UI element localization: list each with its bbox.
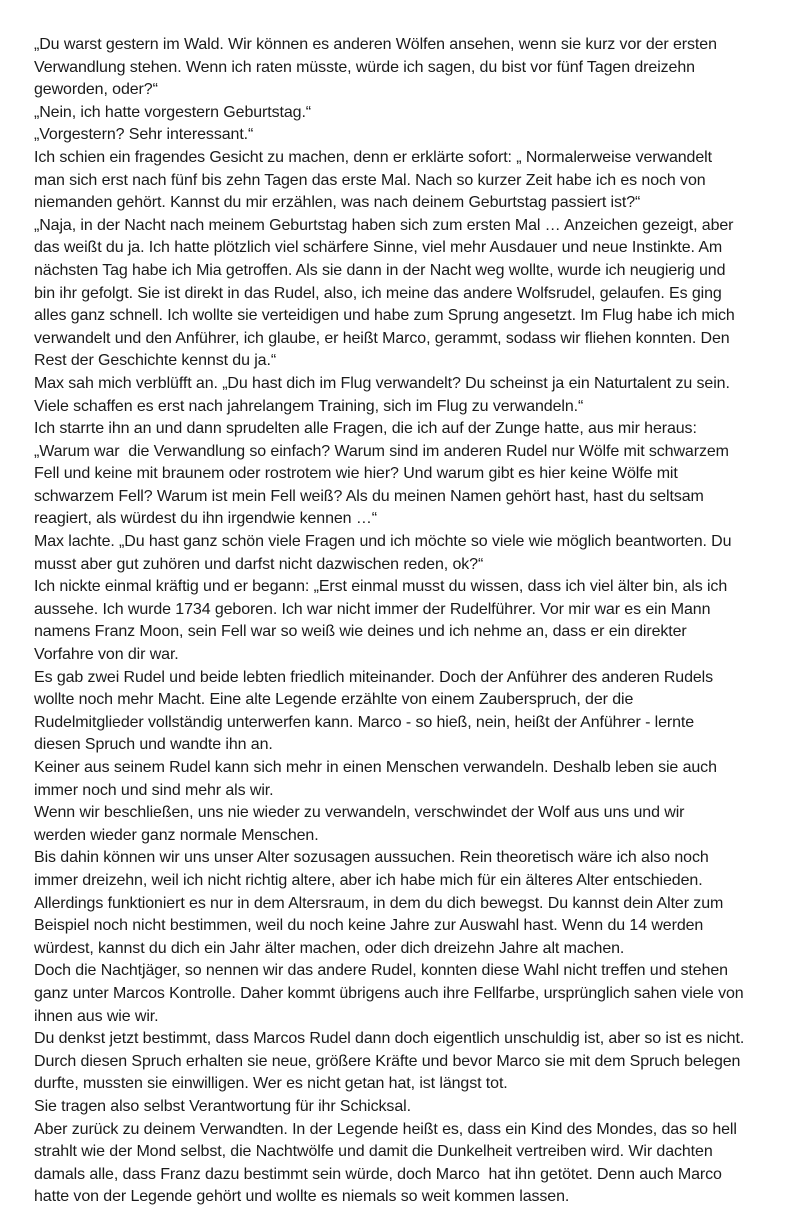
text-line: Vorfahre von dir war.	[34, 646, 179, 664]
text-line: verwandelt und den Anführer, ich glaube, er heißt Marco, gerammt, sodass wir fliehen konnten. Den	[34, 329, 730, 347]
text-line: diesen Spruch und wandte ihn an.	[34, 736, 273, 754]
text-line: Rudelmitglieder vollständig unterwerfen kann. Marco - so hieß, nein, heißt der Anführer - lernte	[34, 713, 695, 731]
text-line: namens Franz Moon, sein Fell war so weiß wie deines und ich nehme an, dass er ein direkter	[34, 623, 687, 641]
text-line: „Naja, in der Nacht nach meinem Geburtstag haben sich zum ersten Mal … Anzeichen gezeigt, aber	[34, 216, 734, 234]
text-line: Max sah mich verblüfft an. „Du hast dich im Flug verwandelt? Du scheinst ja ein Naturtalent zu sein.	[34, 374, 730, 392]
text-line: nächsten Tag habe ich Mia getroffen. Als sie dann in der Nacht weg wollte, wurde ich neugierig und	[34, 261, 726, 279]
text-line: „Du warst gestern im Wald. Wir können es anderen Wölfen ansehen, wenn sie kurz vor der ersten	[34, 36, 717, 53]
text-line: würdest, kannst du dich ein Jahr älter machen, oder dich dreizehn Jahre alt machen.	[34, 939, 625, 957]
text-line: aussehe. Ich wurde 1734 geboren. Ich war nicht immer der Rudelführer. Vor mir war es ein Mann	[34, 600, 711, 618]
text-line: immer dreizehn, weil ich nicht richtig altere, aber ich habe mich für ein älteres Alter entschieden.	[34, 871, 703, 889]
text-line: Verwandlung stehen. Wenn ich raten müsste, würde ich sagen, du bist vor fünf Tagen dreizehn	[34, 58, 695, 76]
text-line: werden wieder ganz normale Menschen.	[34, 826, 319, 844]
text-line: hatte von der Legende gehört und wollte es niemals so weit kommen lassen.	[34, 1188, 570, 1206]
text-line: man sich erst nach fünf bis zehn Tagen das erste Mal. Nach so kurzer Zeit habe ich es noch von	[34, 171, 706, 189]
text-line: alles ganz schnell. Ich wollte sie verteidigen und habe zum Sprung angesetzt. Im Flug habe ich mich	[34, 307, 735, 325]
text-line: strahlt wie der Mond selbst, die Nachtwölfe und damit die Dunkelheit vertreiben wird. Wir dachten	[34, 1143, 713, 1161]
text-line: Durch diesen Spruch erhalten sie neue, größere Kräfte und bevor Marco sie mit dem Spruch belegen	[34, 1052, 741, 1070]
text-line: Ich nickte einmal kräftig und er begann: „Erst einmal musst du wissen, dass ich viel älter bin, als ich	[34, 578, 728, 596]
text-line: „Nein, ich hatte vorgestern Geburtstag.“	[34, 103, 312, 121]
text-line: Du denkst jetzt bestimmt, dass Marcos Rudel dann doch eigentlich unschuldig ist, aber so ist es nicht.	[34, 1030, 745, 1048]
text-line: schwarzem Fell? Warum ist mein Fell weiß? Als du meinen Namen gehört hast, hast du seltsam	[34, 487, 704, 505]
text-line: Rest der Geschichte kennst du ja.“	[34, 352, 277, 370]
text-line: Es gab zwei Rudel und beide lebten friedlich miteinander. Doch der Anführer des anderen Rudels	[34, 668, 714, 686]
text-line: musst aber gut zuhören und darfst nicht dazwischen reden, ok?“	[34, 555, 484, 573]
text-line: Sie tragen also selbst Verantwortung für ihr Schicksal.	[34, 1097, 411, 1115]
text-line: Doch die Nachtjäger, so nennen wir das andere Rudel, konnten diese Wahl nicht treffen und stehen	[34, 962, 728, 980]
text-line: Wenn wir beschließen, uns nie wieder zu verwandeln, verschwindet der Wolf aus uns und wir	[34, 804, 685, 822]
text-line: geworden, oder?“	[34, 81, 158, 99]
text-line: ganz unter Marcos Kontrolle. Daher kommt übrigens auch ihre Fellfarbe, ursprünglich sahen viele von	[34, 984, 744, 1002]
text-line: ihnen aus wie wir.	[34, 1007, 159, 1025]
text-line: niemanden gehört. Kannst du mir erzählen, was nach deinem Geburtstag passiert ist?“	[34, 194, 641, 212]
text-line: bin ihr gefolgt. Sie ist direkt in das Rudel, also, ich meine das andere Wolfsrudel, gelaufen. Es ging	[34, 284, 722, 302]
text-line: „Warum war die Verwandlung so einfach? Warum sind im anderen Rudel nur Wölfe mit schwarzem	[34, 442, 729, 460]
text-line: immer noch und sind mehr als wir.	[34, 781, 274, 799]
document-page	[34, 34, 786, 1209]
text-line: Fell und keine mit braunem oder rostrotem wie hier? Und warum gibt es hier keine Wölfe mit	[34, 465, 678, 483]
text-line: Aber zurück zu deinem Verwandten. In der Legende heißt es, dass ein Kind des Mondes, das so hell	[34, 1120, 737, 1138]
text-line: das weißt du ja. Ich hatte plötzlich viel schärfere Sinne, viel mehr Ausdauer und neue Instinkte. Am	[34, 239, 723, 257]
text-line: Keiner aus seinem Rudel kann sich mehr in einen Menschen verwandeln. Deshalb leben sie auch	[34, 759, 717, 776]
text-line: reagiert, als würdest du ihn irgendwie kennen …“	[34, 510, 377, 528]
text-line: Viele schaffen es erst nach jahrelangem Training, sich im Flug zu verwandeln.“	[34, 397, 584, 415]
text-line: Ich schien ein fragendes Gesicht zu machen, denn er erklärte sofort: „ Normalerweise verwandelt	[34, 148, 712, 166]
text-line: Allerdings funktioniert es nur in dem Altersraum, in dem du dich bewegst. Du kannst dein Alter zum	[34, 894, 724, 912]
text-line: Max lachte. „Du hast ganz schön viele Fragen und ich möchte so viele wie möglich beantworten. Du	[34, 533, 732, 551]
text-line: damals alle, dass Franz dazu bestimmt sein würde, doch Marco hat ihn getötet. Denn auch Marco	[34, 1165, 722, 1183]
text-line: „Vorgestern? Sehr interessant.“	[34, 126, 254, 144]
text-line: wollte noch mehr Macht. Eine alte Legende erzählte von einem Zauberspruch, der die	[34, 691, 634, 709]
text-line: durfte, mussten sie einwilligen. Wer es nicht getan hat, ist längst tot.	[34, 1075, 508, 1093]
text-line: Beispiel noch nicht bestimmen, weil du noch keine Jahre zur Auswahl hast. Wenn du 14 werden	[34, 917, 704, 935]
text-line: Ich starrte ihn an und dann sprudelten alle Fragen, die ich auf der Zunge hatte, aus mir heraus:	[34, 420, 697, 438]
text-line: Bis dahin können wir uns unser Alter sozusagen aussuchen. Rein theoretisch wäre ich also noch	[34, 849, 709, 867]
